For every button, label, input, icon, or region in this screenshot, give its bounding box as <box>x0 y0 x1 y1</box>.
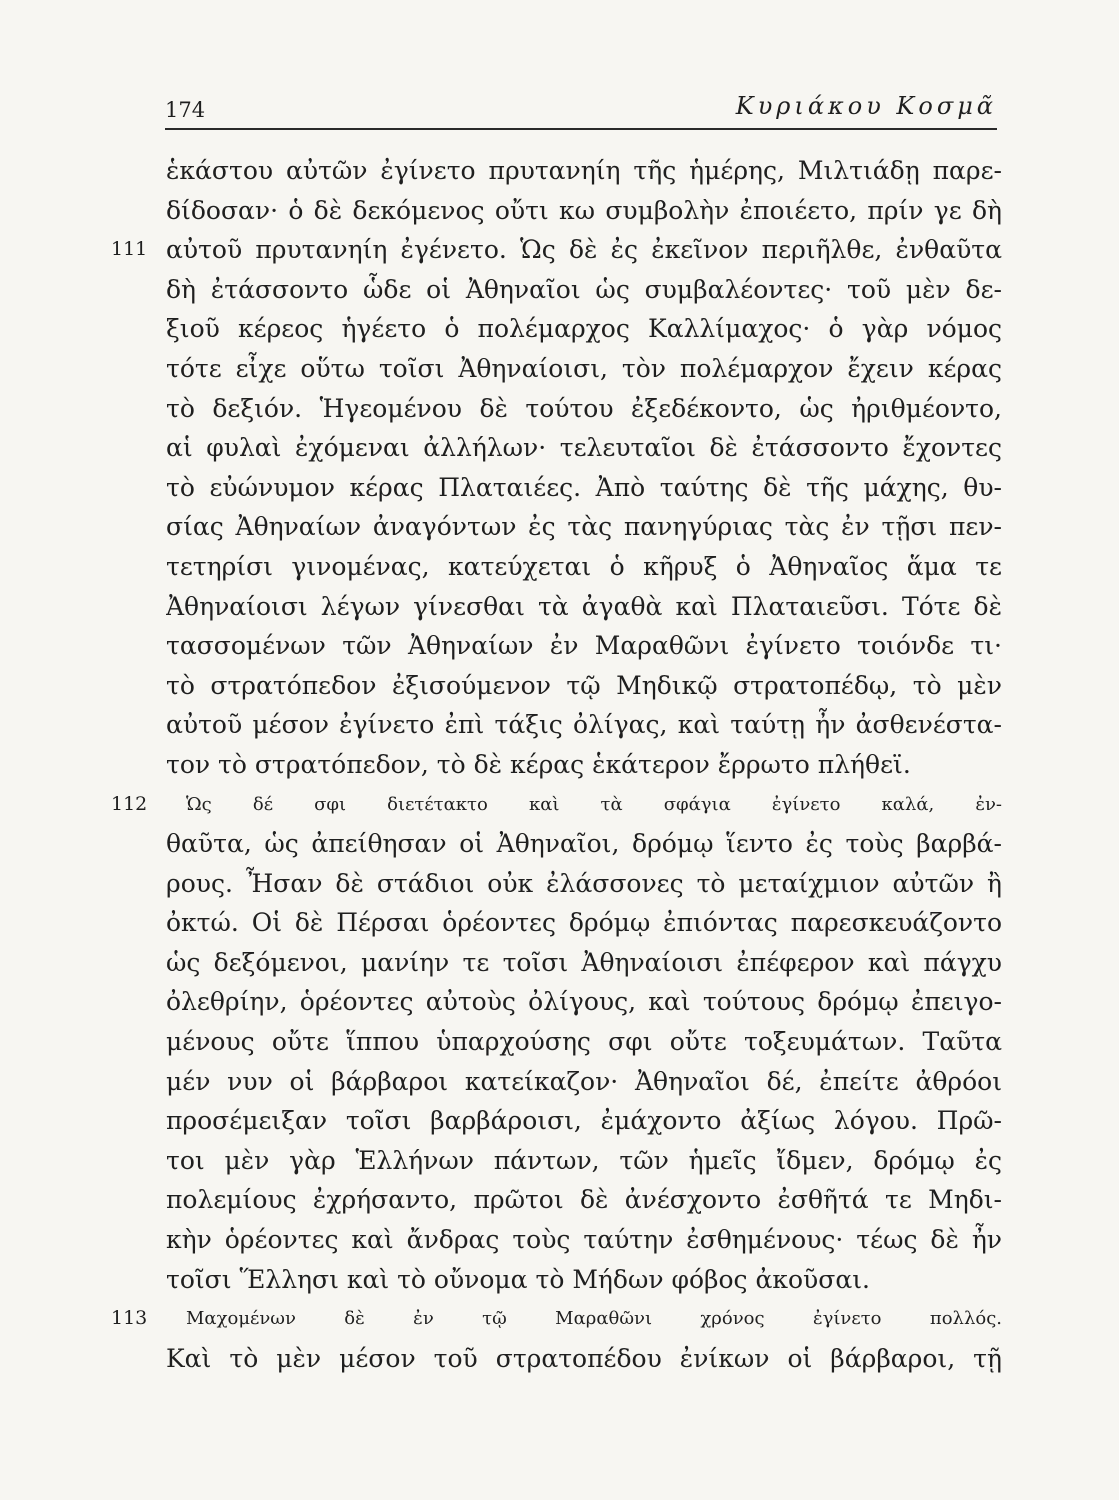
line-text: προσέμειξαν τοῖσι βαρβάροισι, ἐμάχοντο ἀξίως λόγου. Πρῶ- <box>166 1106 1002 1136</box>
line-text: ὀλεθρίην, ὁρέοντες αὐτοὺς ὀλίγους, καὶ τούτους δρόμῳ ἐπειγο- <box>166 987 1002 1017</box>
text-line <box>166 309 1002 349</box>
text-line <box>166 666 1002 706</box>
line-text: αὐτοῦ πρυτανηίη ἐγένετο. Ὡς δὲ ἐς ἐκεῖνον περιῆλθε, ἐνθαῦτα <box>166 235 1002 265</box>
page-header <box>165 88 997 130</box>
text-line <box>166 428 1002 468</box>
chapter-number: 113 <box>111 1307 148 1330</box>
text-line <box>166 1339 1002 1379</box>
line-text: δίδοσαν· ὁ δὲ δεκόμενος οὔτι κω συμβολὴν ἐποιέετο, πρίν γε δὴ <box>166 195 1002 225</box>
text-line <box>166 587 1002 627</box>
text-line <box>166 824 1002 864</box>
line-text: κὴν ὁρέοντες καὶ ἄνδρας τοὺς ταύτην ἐσθημένους· τέως δὲ ἦν <box>166 1225 1002 1255</box>
chapter-number: 112 <box>111 792 148 815</box>
line-text: Καὶ τὸ μὲν μέσον τοῦ στρατοπέδου ἐνίκων οἱ βάρβαροι, τῇ <box>166 1343 1002 1373</box>
text-line <box>166 507 1002 547</box>
line-text: μένους οὔτε ἵππου ὑπαρχούσης σφι οὔτε τοξευμάτων. Ταῦτα <box>166 1027 1002 1057</box>
text-line <box>166 349 1002 389</box>
line-text: μέν νυν οἱ βάρβαροι κατείκαζον· Ἀθηναῖοι δέ, ἐπείτε ἀθρόοι <box>166 1066 1002 1096</box>
text-line <box>166 151 1002 191</box>
text-line <box>166 1260 1002 1300</box>
text-line <box>111 1299 1002 1339</box>
line-text: τὸ δεξιόν. Ἡγεομένου δὲ τούτου ἐξεδέκοντο, ὡς ἠριθμέοντο, <box>166 393 1002 423</box>
line-text: ξιοῦ κέρεος ἡγέετο ὁ πολέμαρχος Καλλίμαχος· ὁ γὰρ νόμος <box>166 314 1002 344</box>
chapter-number: 111 <box>111 238 148 261</box>
page-number: 174 <box>165 98 206 122</box>
line-text: σίας Ἀθηναίων ἀναγόντων ἐς τὰς πανηγύριας τὰς ἐν τῇσι πεν- <box>166 512 1002 542</box>
running-head: Κυριάκου Κοσμᾶ <box>735 92 997 120</box>
line-text: αἱ φυλαὶ ἐχόμεναι ἀλλήλων· τελευταῖοι δὲ ἐτάσσοντο ἔχοντες <box>166 433 1002 463</box>
line-text: τασσομένων τῶν Ἀθηναίων ἐν Μαραθῶνι ἐγίνετο τοιόνδε τι· <box>166 631 1002 661</box>
text-line <box>166 982 1002 1022</box>
text-line <box>166 864 1002 904</box>
line-text: δὴ ἐτάσσοντο ὧδε οἱ Ἀθηναῖοι ὡς συμβαλέοντες· τοῦ μὲν δε- <box>166 274 1002 304</box>
line-text: πολεμίους ἐχρήσαντο, πρῶτοι δὲ ἀνέσχοντο ἐσθῆτά τε Μηδι- <box>166 1185 1002 1215</box>
line-text: Ὡς δέ σφι διετέτακτο καὶ τὰ σφάγια ἐγίνετο καλά, ἐν- <box>186 793 1002 815</box>
text-line <box>166 1022 1002 1062</box>
line-text: ὡς δεξόμενοι, μανίην τε τοῖσι Ἀθηναίοισι ἐπέφερον καὶ πάγχυ <box>166 947 1002 977</box>
text-line <box>166 191 1002 231</box>
line-text: τοῖσι Ἕλλησι καὶ τὸ οὔνομα τὸ Μήδων φόβος ἀκοῦσαι. <box>166 1264 870 1294</box>
line-text: τετηρίσι γινομένας, κατεύχεται ὁ κῆρυξ ὁ Ἀθηναῖος ἅμα τε <box>166 551 1002 581</box>
line-text: ρους. Ἦσαν δὲ στάδιοι οὐκ ἐλάσσονες τὸ μεταίχμιον αὐτῶν ἢ <box>166 868 1002 898</box>
line-text: Μαχομένων δὲ ἐν τῷ Μαραθῶνι χρόνος ἐγίνετο πολλός. <box>186 1308 1002 1330</box>
text-line <box>166 468 1002 508</box>
main-text <box>111 151 1002 1378</box>
text-line <box>111 230 1002 270</box>
line-text: τότε εἶχε οὕτω τοῖσι Ἀθηναίοισι, τὸν πολέμαρχον ἔχειν κέρας <box>166 353 1002 383</box>
text-line <box>166 1180 1002 1220</box>
text-line <box>166 1220 1002 1260</box>
text-line <box>166 1062 1002 1102</box>
line-text: αὐτοῦ μέσον ἐγίνετο ἐπὶ τάξις ὀλίγας, καὶ ταύτῃ ἦν ἀσθενέστα- <box>166 710 1002 740</box>
text-line <box>166 389 1002 429</box>
line-text: ὀκτώ. Οἱ δὲ Πέρσαι ὁρέοντες δρόμῳ ἐπιόντας παρεσκευάζοντο <box>166 908 1002 938</box>
text-line <box>166 626 1002 666</box>
text-line <box>166 745 1002 785</box>
text-line <box>166 547 1002 587</box>
text-line <box>166 903 1002 943</box>
line-text: ἑκάστου αὐτῶν ἐγίνετο πρυτανηίη τῆς ἡμέρης, Μιλτιάδῃ παρε- <box>166 156 1002 185</box>
text-line <box>166 943 1002 983</box>
line-text: Ἀθηναίοισι λέγων γίνεσθαι τὰ ἀγαθὰ καὶ Πλαταιεῦσι. Τότε δὲ <box>166 591 1002 621</box>
line-text: τὸ εὐώνυμον κέρας Πλαταιέες. Ἀπὸ ταύτης δὲ τῆς μάχης, θυ- <box>166 472 1002 502</box>
text-line <box>166 1101 1002 1141</box>
text-line <box>166 705 1002 745</box>
line-text: θαῦτα, ὡς ἀπείθησαν οἱ Ἀθηναῖοι, δρόμῳ ἵεντο ἐς τοὺς βαρβά- <box>166 829 1002 859</box>
line-text: τὸ στρατόπεδον ἐξισούμενον τῷ Μηδικῷ στρατοπέδῳ, τὸ μὲν <box>166 670 1002 700</box>
line-text: τοι μὲν γὰρ Ἑλλήνων πάντων, τῶν ἡμεῖς ἴδμεν, δρόμῳ ἐς <box>166 1145 1002 1175</box>
text-line <box>111 785 1002 825</box>
line-text: τον τὸ στρατόπεδον, τὸ δὲ κέρας ἑκάτερον ἔρρωτο πλήθεϊ. <box>166 749 911 779</box>
text-line <box>166 270 1002 310</box>
text-line <box>166 1141 1002 1181</box>
